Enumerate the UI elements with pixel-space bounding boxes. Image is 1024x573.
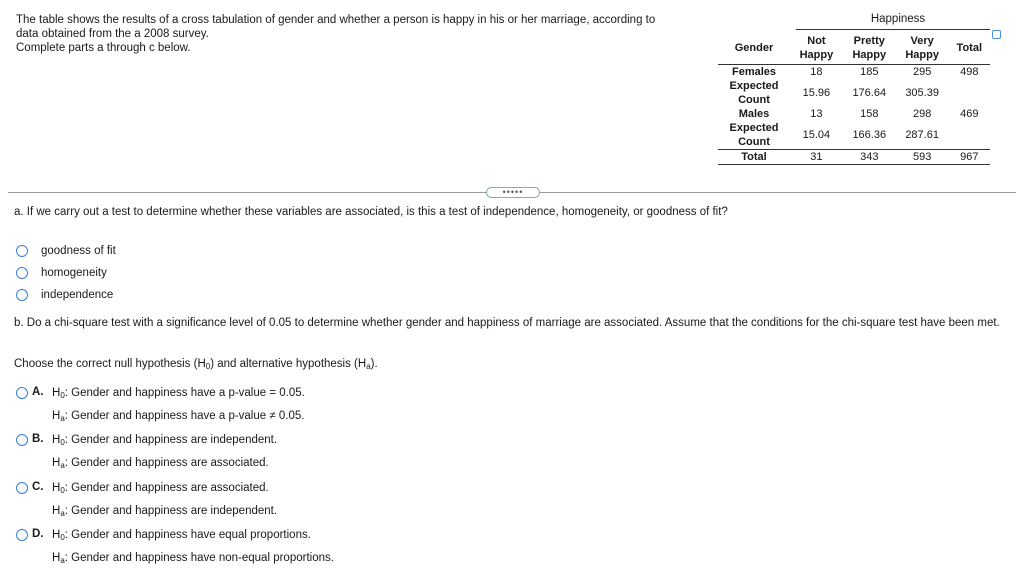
cell: 295 bbox=[912, 66, 932, 78]
table-row bbox=[718, 79, 990, 107]
cell: 166.36 bbox=[852, 129, 887, 141]
alt-hypothesis: $H_a$: Gender and happiness have non-equal proportions. bbox=[52, 552, 334, 565]
cell: 287.61 bbox=[905, 129, 939, 141]
option-goodness-of-fit[interactable] bbox=[16, 240, 116, 262]
expand-button[interactable]: ••••• bbox=[486, 187, 540, 198]
radio-button[interactable] bbox=[16, 289, 28, 301]
option-independence[interactable] bbox=[16, 284, 116, 306]
cell: 13 bbox=[810, 108, 823, 120]
option-letter: D. bbox=[32, 528, 44, 540]
cell: 185 bbox=[860, 66, 879, 78]
radio-button[interactable] bbox=[16, 434, 28, 446]
radio-button[interactable] bbox=[16, 482, 28, 494]
part-a-question: a. If we carry out a test to determine whether these variables are associated, is this a test of independence, homogeneity, or goodness of fit? bbox=[14, 206, 728, 218]
problem-intro bbox=[16, 13, 706, 55]
part-a-options bbox=[16, 240, 116, 306]
cell: 469 bbox=[960, 108, 979, 120]
option-label: goodness of fit bbox=[41, 245, 116, 257]
radio-button[interactable] bbox=[16, 245, 28, 257]
cell: 31 bbox=[810, 151, 823, 163]
option-a[interactable] bbox=[16, 386, 305, 429]
option-d[interactable] bbox=[16, 528, 334, 571]
cell: 158 bbox=[860, 108, 879, 120]
cell: 18 bbox=[810, 66, 823, 78]
option-homogeneity[interactable] bbox=[16, 262, 116, 284]
cell: 498 bbox=[960, 66, 979, 78]
null-hypothesis: $H_0$: Gender and happiness have equal proportions. bbox=[52, 529, 311, 542]
cell: 15.96 bbox=[802, 87, 831, 99]
cell: 15.04 bbox=[802, 129, 831, 141]
cell bbox=[949, 121, 990, 150]
table-title: Happiness bbox=[796, 12, 990, 30]
table-row bbox=[718, 107, 990, 121]
intro-line-3: Complete parts a through c below. bbox=[16, 42, 191, 54]
intro-line-1: The table shows the results of a cross tabulation of gender and whether a person is happy in his or her marriage, according to bbox=[16, 14, 656, 26]
cell: 593 bbox=[912, 151, 932, 163]
alt-hypothesis: $H_a$: Gender and happiness have a p-value ≠ 0.05. bbox=[52, 410, 305, 423]
option-letter: B. bbox=[32, 433, 44, 445]
option-label: independence bbox=[41, 289, 114, 301]
intro-line-2: data obtained from the a 2008 survey. bbox=[16, 28, 209, 40]
option-b[interactable] bbox=[16, 433, 277, 476]
header-very-happy: Very Happy bbox=[905, 35, 939, 61]
option-c[interactable] bbox=[16, 481, 277, 524]
header-total: Total bbox=[956, 42, 983, 54]
cell: 967 bbox=[960, 151, 979, 163]
row-label-total: Total bbox=[741, 151, 767, 163]
cell: 343 bbox=[860, 151, 879, 163]
cell: 298 bbox=[912, 108, 932, 120]
null-hypothesis: $H_0$: Gender and happiness are associated. bbox=[52, 482, 269, 495]
header-pretty-happy: Pretty Happy bbox=[852, 35, 887, 61]
radio-button[interactable] bbox=[16, 387, 28, 399]
null-hypothesis: $H_0$: Gender and happiness are independent. bbox=[52, 434, 278, 447]
copy-table-icon[interactable] bbox=[992, 30, 1001, 39]
row-label-males-expected: Expected Count bbox=[729, 122, 779, 148]
cell: 305.39 bbox=[905, 87, 939, 99]
null-hypothesis: $H_0$: Gender and happiness have a p-value = 0.05. bbox=[52, 387, 305, 400]
cell bbox=[949, 79, 990, 107]
row-label-females-expected: Expected Count bbox=[729, 80, 779, 106]
table-row bbox=[718, 121, 990, 150]
part-b-question: b. Do a chi-square test with a significance level of 0.05 to determine whether gender and happiness of marriage are associated. Assume that the conditions for the chi-square test have been met. bbox=[14, 317, 1000, 329]
part-b-prompt: Choose the correct null hypothesis $(H_0)$ and alternative hypothesis $(H_a)$. bbox=[14, 358, 378, 371]
option-label: homogeneity bbox=[41, 267, 107, 279]
row-label-males: Males bbox=[738, 108, 770, 120]
option-letter: A. bbox=[32, 386, 44, 398]
radio-button[interactable] bbox=[16, 529, 28, 541]
radio-button[interactable] bbox=[16, 267, 28, 279]
alt-hypothesis: $H_a$: Gender and happiness are independent. bbox=[52, 505, 278, 518]
table-row bbox=[718, 65, 990, 80]
header-not-happy: Not Happy bbox=[799, 35, 834, 61]
cross-tab-table bbox=[718, 12, 990, 165]
alt-hypothesis: $H_a$: Gender and happiness are associated. bbox=[52, 457, 269, 470]
table-row-total bbox=[718, 150, 990, 165]
table-header-row bbox=[718, 32, 990, 65]
cell: 176.64 bbox=[852, 87, 887, 99]
option-letter: C. bbox=[32, 481, 44, 493]
row-label-females: Females bbox=[731, 66, 777, 78]
header-gender: Gender bbox=[734, 42, 774, 54]
